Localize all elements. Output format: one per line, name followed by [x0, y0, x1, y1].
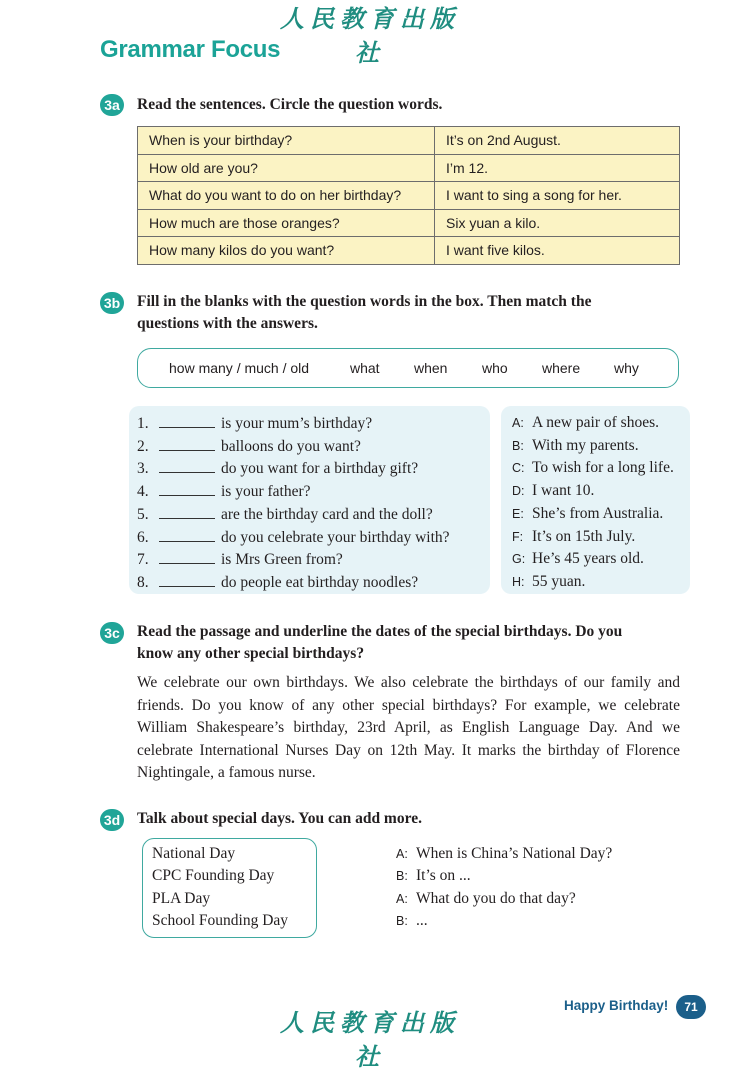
speaker-label: B:	[396, 869, 408, 883]
dialogue-text: What do you do that day?	[416, 890, 576, 907]
answer-cell: Six yuan a kilo.	[435, 209, 680, 237]
answer-text: She’s from Australia.	[532, 505, 664, 522]
answer-cell: It’s on 2nd August.	[435, 127, 680, 155]
reading-passage: We celebrate our own birthdays. We also celebrate the birthdays of our family and friends. Do you know of any other special birthdays? For example, we celebrate William Shakespeare’s birthday, 23rd April, as English Language Day. And we celebrate International Nurses Day on 12th May. It marks the birthday of Florence Nightingale, a famous nurse.	[137, 674, 680, 782]
answer-blank[interactable]	[159, 503, 215, 519]
answer-letter: E:	[512, 507, 524, 521]
exercise-3b-instruction-line2: questions with the answers.	[137, 315, 318, 332]
answer-blank[interactable]	[159, 457, 215, 473]
exercise-3c-instruction-line2: know any other special birthdays?	[137, 645, 365, 662]
word-option: why	[614, 360, 639, 376]
special-day-item: National Day	[152, 845, 236, 862]
answer-line	[512, 457, 674, 479]
table-row	[138, 237, 680, 265]
question-text: do people eat birthday noodles?	[221, 574, 419, 591]
question-number: 7.	[137, 551, 149, 568]
question-line	[137, 526, 450, 548]
answer-line	[512, 412, 659, 434]
question-cell[interactable]: How much are those oranges?	[138, 209, 435, 237]
question-cell[interactable]: How old are you?	[138, 154, 435, 182]
question-text: do you want for a birthday gift?	[221, 460, 419, 477]
speaker-label: A:	[396, 892, 408, 906]
table-row	[138, 182, 680, 210]
question-text: do you celebrate your birthday with?	[221, 529, 450, 546]
answer-text: 55 yuan.	[532, 573, 586, 590]
dialogue-line	[396, 843, 612, 865]
word-option: what	[350, 360, 380, 376]
dialogue-line	[396, 865, 471, 887]
answer-text: To wish for a long life.	[532, 459, 674, 476]
answer-text: He’s 45 years old.	[532, 550, 644, 567]
answer-text: I want 10.	[532, 482, 595, 499]
answer-text: It’s on 15th July.	[532, 528, 636, 545]
exercise-badge-3a: 3a	[100, 94, 124, 116]
question-text: are the birthday card and the doll?	[221, 506, 433, 523]
answer-blank[interactable]	[159, 412, 215, 428]
answer-letter: D:	[512, 484, 525, 498]
answer-text: With my parents.	[532, 437, 639, 454]
question-number: 5.	[137, 506, 149, 523]
word-option: how many / much / old	[169, 360, 310, 376]
word-option: when	[414, 360, 448, 376]
answer-blank[interactable]	[159, 571, 215, 587]
special-day-item: PLA Day	[152, 890, 211, 907]
dialogue-text: ...	[416, 912, 428, 929]
unit-title: Happy Birthday!	[564, 998, 669, 1013]
question-line	[137, 571, 418, 593]
answer-line	[512, 435, 639, 457]
answer-cell: I’m 12.	[435, 154, 680, 182]
answer-letter: H:	[512, 575, 525, 589]
dialogue-text: It’s on ...	[416, 867, 471, 884]
exercise-3b-instruction-line1: Fill in the blanks with the question words in the box. Then match the	[137, 293, 592, 310]
special-day-item: CPC Founding Day	[152, 867, 275, 884]
page-number: 71	[676, 995, 706, 1019]
question-text: balloons do you want?	[221, 438, 361, 455]
question-line	[137, 412, 372, 434]
table-row	[138, 154, 680, 182]
exercise-badge-3d: 3d	[100, 809, 124, 831]
answer-line	[512, 548, 644, 570]
question-number: 1.	[137, 415, 149, 432]
answer-letter: A:	[512, 416, 524, 430]
question-number: 3.	[137, 460, 149, 477]
answer-text: A new pair of shoes.	[532, 414, 659, 431]
special-day-item: School Founding Day	[152, 912, 289, 929]
question-line	[137, 435, 361, 457]
answer-cell: I want five kilos.	[435, 237, 680, 265]
answer-letter: G:	[512, 552, 526, 566]
answer-blank[interactable]	[159, 435, 215, 451]
question-line	[137, 548, 343, 570]
answer-line	[512, 480, 594, 502]
exercise-3a-instruction: Read the sentences. Circle the question words.	[137, 96, 443, 113]
exercise-3c-instruction-line1: Read the passage and underline the dates of the special birthdays. Do you	[137, 623, 623, 640]
question-number: 4.	[137, 483, 149, 500]
speaker-label: B:	[396, 914, 408, 928]
question-number: 8.	[137, 574, 149, 591]
question-answer-table	[137, 126, 680, 265]
table-row	[138, 209, 680, 237]
question-number: 2.	[137, 438, 149, 455]
dialogue-line	[396, 888, 576, 910]
speaker-label: A:	[396, 847, 408, 861]
word-box	[137, 348, 679, 388]
word-option: where	[542, 360, 581, 376]
answer-blank[interactable]	[159, 480, 215, 496]
question-text: is your father?	[221, 483, 311, 500]
exercise-badge-3b: 3b	[100, 292, 124, 314]
question-cell[interactable]: What do you want to do on her birthday?	[138, 182, 435, 210]
exercise-3d-instruction: Talk about special days. You can add more.	[137, 810, 422, 827]
question-cell[interactable]: When is your birthday?	[138, 127, 435, 155]
answer-blank[interactable]	[159, 526, 215, 542]
dialogue-text: When is China’s National Day?	[416, 845, 613, 862]
answer-line	[512, 503, 663, 525]
question-text: is Mrs Green from?	[221, 551, 343, 568]
question-line	[137, 503, 433, 525]
answer-blank[interactable]	[159, 548, 215, 564]
question-text: is your mum’s birthday?	[221, 415, 373, 432]
table-row	[138, 127, 680, 155]
publisher-logo-bottom: 人民教育出版社	[280, 1008, 460, 1071]
publisher-logo-top: 人民教育出版社	[280, 4, 460, 67]
question-line	[137, 457, 418, 479]
page-title: Grammar Focus	[100, 36, 281, 63]
question-cell[interactable]: How many kilos do you want?	[138, 237, 435, 265]
answer-letter: C:	[512, 461, 525, 475]
question-line	[137, 480, 311, 502]
word-option: who	[482, 360, 508, 376]
answer-cell: I want to sing a song for her.	[435, 182, 680, 210]
answer-line	[512, 526, 635, 548]
dialogue-line	[396, 910, 428, 932]
answer-letter: F:	[512, 530, 524, 544]
answer-line	[512, 571, 585, 593]
question-number: 6.	[137, 529, 149, 546]
exercise-badge-3c: 3c	[100, 622, 124, 644]
answer-letter: B:	[512, 439, 524, 453]
